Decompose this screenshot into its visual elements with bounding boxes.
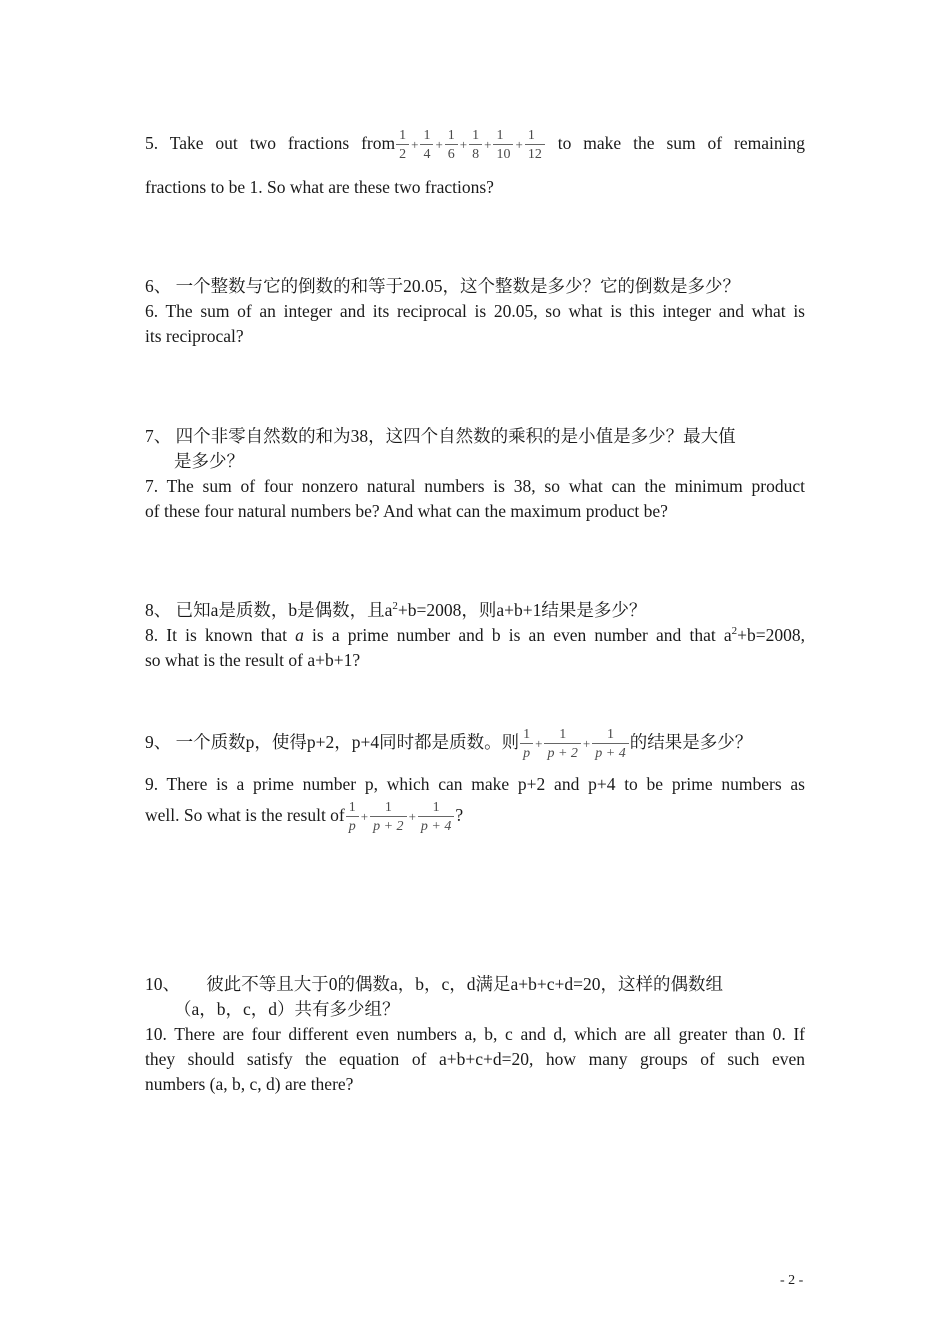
plus-sign: +: [360, 809, 369, 824]
fraction: $\frac{1}{10}$: [493, 128, 513, 162]
q5-line-2: fractions to be 1. So what are these two fractions?: [145, 177, 494, 197]
q6-chinese: 6、 一个整数与它的倒数的和等于20.05，这个整数是多少？它的倒数是多少？: [145, 276, 740, 296]
fraction: $\frac{1}{p + 4}$: [592, 727, 628, 761]
plus-sign: +: [535, 736, 543, 751]
q7-english-line-2: of these four natural numbers be? And what can the maximum product be?: [145, 501, 668, 521]
plus-sign: +: [411, 137, 419, 152]
plus-sign: +: [582, 736, 591, 751]
plus-sign: +: [408, 809, 416, 824]
fraction: $\frac{1}{p + 4}$: [418, 800, 454, 834]
fraction: $\frac{1}{p}$: [520, 727, 533, 761]
q7-chinese-line-1: 7、 四个非零自然数的和为38，这四个自然数的乘积的是小值是多少？最大值: [145, 426, 736, 446]
fraction: $\frac{1}{4}$: [420, 128, 433, 162]
fraction: $\frac{1}{p}$: [346, 800, 359, 834]
q8-english-line-2: so what is the result of a+b+1?: [145, 650, 361, 670]
q7-english-line-1: 7. The sum of four nonzero natural numbers is 38, so what can the minimum product: [145, 476, 805, 496]
q5-fraction-sum: [395, 128, 546, 162]
q8-english-line-1: 8. It is known that a is a prime number and b is an even number and that $a^2+b=2008$,: [145, 625, 805, 645]
q10-chinese-line-1: 10、 彼此不等且大于0的偶数a，b，c，d满足a+b+c+d=20，这样的偶数组: [145, 974, 724, 994]
q6-english-line-1: 6. The sum of an integer and its reciprocal is 20.05, so what is this integer and what is: [145, 301, 805, 321]
q9-english-line-2: well. So what is the result of $\frac{1}{p}$ + $\frac{1}{p + 2}$ + $\frac{1}{p + 4}$ ?: [145, 800, 464, 834]
q9-english-line-1: 9. There is a prime number p, which can make p+2 and p+4 to be prime numbers as: [145, 774, 805, 794]
plus-sign: +: [435, 137, 443, 152]
plus-sign: +: [484, 137, 492, 152]
q5-line-1: [145, 128, 805, 162]
q8-chinese: 8、 已知a是质数，b是偶数，且$a^2+b=2008$，则a+b+1结果是多少？: [145, 600, 647, 620]
q9-fraction-sum-en: [345, 800, 456, 834]
fraction: $\frac{1}{p + 2}$: [544, 727, 580, 761]
fraction: $\frac{1}{6}$: [445, 128, 458, 162]
fraction: $\frac{1}{p + 2}$: [370, 800, 406, 834]
page-number: - 2 -: [780, 1273, 804, 1288]
fraction: $\frac{1}{8}$: [469, 128, 482, 162]
plus-sign: +: [515, 137, 523, 152]
q5-text-after: to make the sum of remaining: [557, 133, 806, 154]
q10-english-line-3: numbers (a, b, c, d) are there?: [145, 1074, 354, 1094]
q10-english-line-1: 10. There are four different even numbers a, b, c and d, which are all greater than 0. If: [145, 1024, 805, 1044]
q5-text-before: 5. Take out two fractions from: [145, 133, 396, 154]
q6-english-line-2: its reciprocal?: [145, 326, 244, 346]
fraction: $\frac{1}{2}$: [396, 128, 409, 162]
q9-chinese: 9、 一个质数p，使得p+2，p+4同时都是质数。则 $\frac{1}{p}$ + $\frac{1}{p + 2}$ + $\frac{1}{p + 4}$ 的结果是多少？: [145, 727, 753, 761]
q10-chinese-line-2: （a，b，c，d）共有多少组？: [174, 999, 400, 1019]
fraction: $\frac{1}{12}$: [525, 128, 545, 162]
q9-fraction-sum-zh: [519, 727, 630, 761]
q7-chinese-line-2: 是多少？: [174, 451, 244, 471]
q10-english-line-2: they should satisfy the equation of a+b+c+d=20, how many groups of such even: [145, 1049, 805, 1069]
plus-sign: +: [459, 137, 468, 152]
